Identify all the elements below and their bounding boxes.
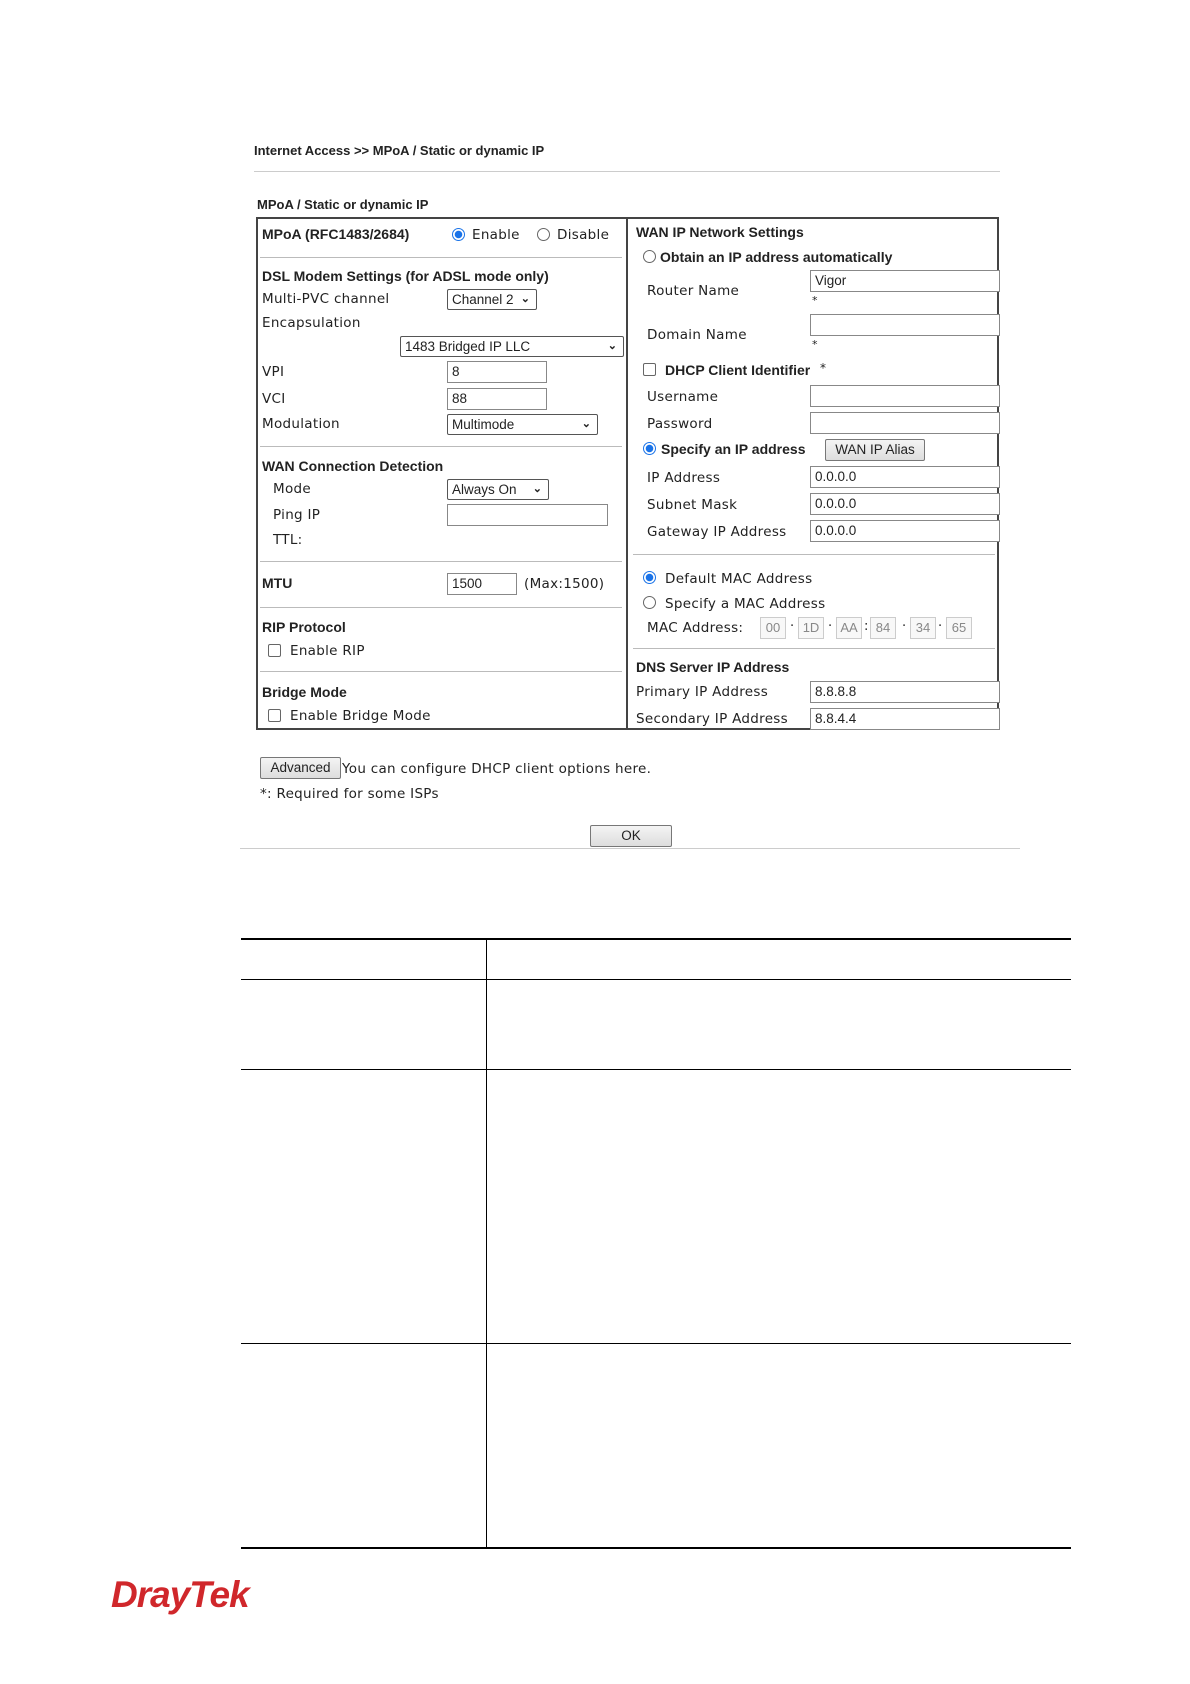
mac-octet-3[interactable]: AA [836,617,862,639]
wan-ip-alias-button[interactable]: WAN IP Alias [825,439,925,461]
vci-label: VCI [262,391,286,407]
obtain-ip-radio[interactable] [643,250,656,263]
advanced-note: You can configure DHCP client options here. [342,761,652,777]
table-header-rule [241,979,1071,980]
secondary-dns-input[interactable]: 8.8.4.4 [810,708,1000,730]
mode-label: Mode [273,481,311,497]
mode-select[interactable] [447,479,549,500]
enable-bridge-checkbox[interactable] [268,709,281,722]
mac-separator: · [790,619,795,634]
router-name-asterisk: * [812,294,818,307]
right-separator [633,554,995,555]
mpoa-enable-radio[interactable] [452,228,465,241]
vpi-label: VPI [262,364,285,380]
modulation-value: Multimode [452,417,515,432]
username-input[interactable] [810,385,1000,407]
mpoa-label: MPoA (RFC1483/2684) [262,226,410,242]
mac-address-label: MAC Address: [647,620,744,636]
dhcp-client-id-checkbox[interactable] [643,363,656,376]
table-top-rule [241,938,1071,940]
domain-name-input[interactable] [810,314,1000,336]
mac-separator: · [828,619,833,634]
left-separator [260,446,622,447]
dhcp-client-id-asterisk: * [820,361,826,375]
secondary-dns-label: Secondary IP Address [636,711,788,727]
mpoa-disable-radio[interactable] [537,228,550,241]
ping-ip-input[interactable] [447,504,608,526]
left-separator [260,561,622,562]
specify-ip-radio[interactable] [643,442,656,455]
mac-octet-4[interactable]: 84 [870,617,896,639]
specify-ip-label: Specify an IP address [661,441,806,457]
column-divider [626,217,628,730]
table-bottom-rule [241,1547,1071,1549]
ip-address-label: IP Address [647,470,721,486]
table-row-rule [241,1069,1071,1070]
username-label: Username [647,389,719,405]
left-separator [260,671,622,672]
wan-settings-title: WAN IP Network Settings [636,224,804,240]
vpi-input[interactable]: 8 [447,361,547,383]
password-label: Password [647,416,713,432]
router-name-label: Router Name [647,283,740,299]
gateway-input[interactable]: 0.0.0.0 [810,520,1000,542]
subnet-mask-input[interactable]: 0.0.0.0 [810,493,1000,515]
right-separator [633,648,995,649]
primary-dns-input[interactable]: 8.8.8.8 [810,681,1000,703]
mode-value: Always On [452,482,517,497]
advanced-button[interactable]: Advanced [260,757,341,779]
modulation-label: Modulation [262,416,340,432]
enable-bridge-label: Enable Bridge Mode [290,708,431,724]
gateway-label: Gateway IP Address [647,524,787,540]
chevron-down-icon: ⌄ [520,293,530,305]
multi-pvc-select[interactable] [447,289,537,310]
draytek-logo: DrayTek [111,1574,249,1615]
router-name-input[interactable]: Vigor [810,270,1000,292]
primary-dns-label: Primary IP Address [636,684,769,700]
encapsulation-select[interactable] [400,336,624,357]
vci-input[interactable]: 88 [447,388,547,410]
obtain-ip-label: Obtain an IP address automatically [660,249,893,265]
section-title: MPoA / Static or dynamic IP [257,197,429,212]
mtu-input[interactable]: 1500 [447,573,517,595]
required-note: *: Required for some ISPs [260,786,439,802]
dns-title: DNS Server IP Address [636,659,790,675]
mtu-label: MTU [262,575,293,591]
bridge-title: Bridge Mode [262,684,347,700]
mac-octet-5[interactable]: 34 [910,617,936,639]
wan-detection-title: WAN Connection Detection [262,458,444,474]
specify-mac-label: Specify a MAC Address [665,596,826,612]
mac-separator: · [902,619,907,634]
encapsulation-value: 1483 Bridged IP LLC [405,339,531,354]
domain-name-label: Domain Name [647,327,747,343]
mtu-max-note: (Max:1500) [524,576,605,592]
mac-octet-2[interactable]: 1D [798,617,824,639]
ip-address-input[interactable]: 0.0.0.0 [810,466,1000,488]
page-breadcrumb: Internet Access >> MPoA / Static or dynamic IP [254,143,545,158]
modulation-select[interactable] [447,414,598,435]
mpoa-enable-label: Enable [472,227,520,243]
mac-octet-1[interactable]: 00 [760,617,786,639]
table-column-rule [486,938,487,1548]
specify-mac-radio[interactable] [643,596,656,609]
default-mac-label: Default MAC Address [665,571,813,587]
multi-pvc-value: Channel 2 [452,292,514,307]
multi-pvc-label: Multi-PVC channel [262,291,390,307]
mac-separator: · [938,619,943,634]
ping-ip-label: Ping IP [273,507,321,523]
enable-rip-checkbox[interactable] [268,644,281,657]
dsl-settings-title: DSL Modem Settings (for ADSL mode only) [262,268,549,284]
dhcp-client-id-label: DHCP Client Identifier [665,362,811,378]
left-separator [260,607,622,608]
default-mac-radio[interactable] [643,571,656,584]
table-row-rule [241,1343,1071,1344]
enable-rip-label: Enable RIP [290,643,365,659]
rip-title: RIP Protocol [262,619,346,635]
subnet-mask-label: Subnet Mask [647,497,738,513]
ttl-label: TTL: [273,532,303,548]
mpoa-disable-label: Disable [557,227,610,243]
domain-name-asterisk: * [812,338,818,351]
form-bottom-divider [240,848,1020,849]
chevron-down-icon: ⌄ [607,340,617,352]
mac-octet-6[interactable]: 65 [946,617,972,639]
left-separator [260,257,622,258]
mac-separator: : [864,619,869,634]
password-input[interactable] [810,412,1000,434]
encapsulation-label: Encapsulation [262,315,361,331]
ok-button[interactable]: OK [590,825,672,847]
header-divider [254,171,1000,172]
chevron-down-icon: ⌄ [581,418,591,430]
chevron-down-icon: ⌄ [532,483,542,495]
